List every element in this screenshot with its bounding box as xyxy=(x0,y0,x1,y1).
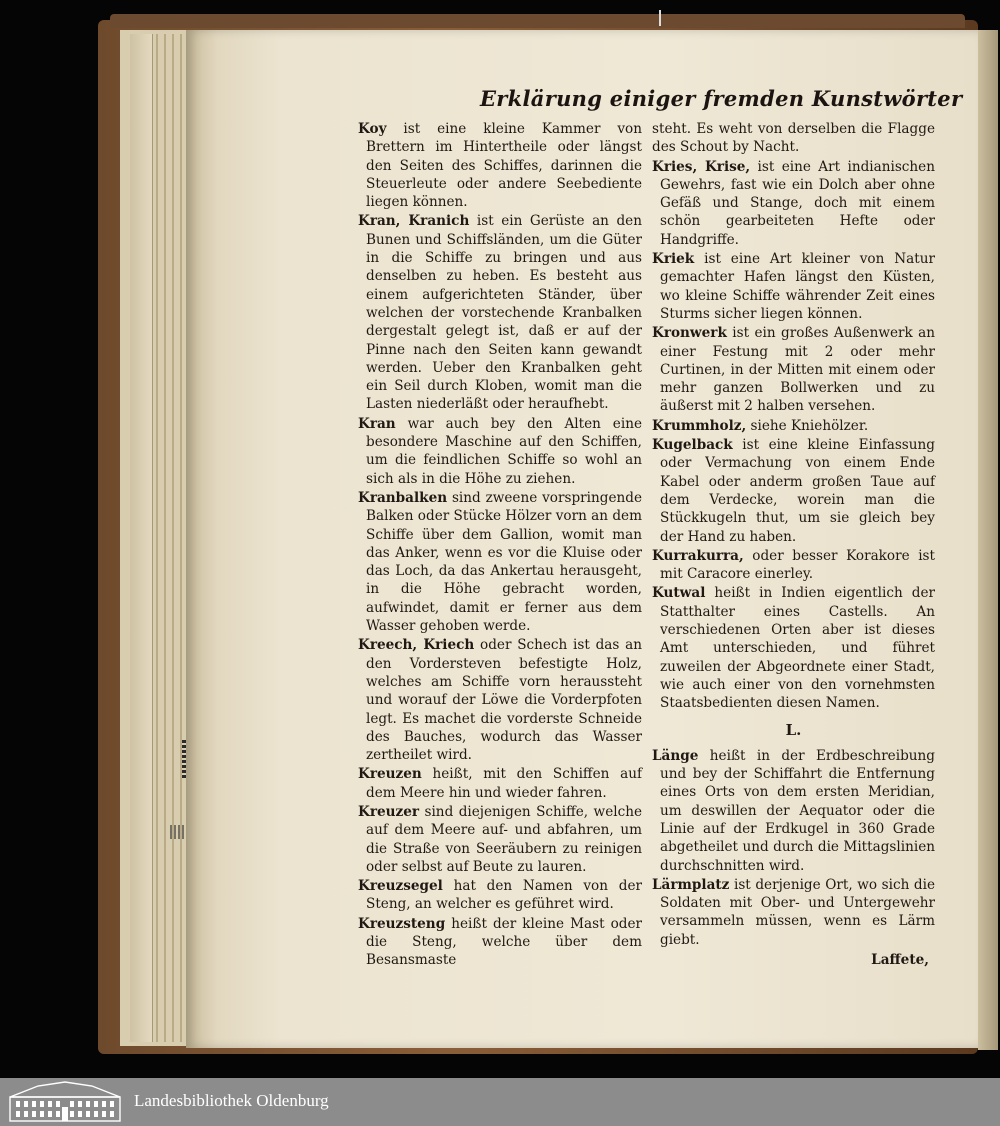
scan-marker xyxy=(659,10,661,26)
entry-headword: Lärmplatz xyxy=(652,876,730,893)
right-entries-after xyxy=(652,747,935,949)
entry-headword: Kran xyxy=(358,415,396,432)
entry-headword: Kreuzsegel xyxy=(358,878,443,895)
entry-text: ist eine Art indianischen Gewehrs, fast wie ein Dolch aber ohne Gefäß und Stange, doch mit einem schön gearbeiteten Hefte oder Handgriffe. xyxy=(660,158,935,248)
entry-headword: Kriek xyxy=(652,251,695,268)
catchword: Laffete, xyxy=(871,952,929,969)
dictionary-entry xyxy=(358,803,642,876)
entry-text: heißt, mit den Schiffen auf dem Meere hin und wieder fahren. xyxy=(366,766,642,801)
dictionary-entry xyxy=(652,436,935,546)
section-letter: L. xyxy=(785,720,802,739)
page-edge-line xyxy=(180,34,182,1042)
entry-text: sind diejenigen Schiffe, welche auf dem Meere auf- und abfahren, um die Straße von Seeräubern zu reinigen oder selbst auf Beute zu lauren. xyxy=(366,803,642,875)
entry-text: heißt in Indien eigentlich der Statthalter eines Castells. An verschiedenen Orten aber ist dieses Amt unterschieden, und führet zuweilen der Abgeordnete einer Stadt, wie auch einer von den vornehmsten Staatsbedienten diesen Namen. xyxy=(660,585,935,712)
dictionary-entry xyxy=(652,584,935,712)
entry-headword: Kugelback xyxy=(652,437,733,454)
entry-text: heißt der kleine Mast oder die Steng, welche über dem Besansmaste xyxy=(366,915,642,969)
entry-headword: Kranbalken xyxy=(358,489,448,506)
dictionary-entry xyxy=(358,489,642,635)
dictionary-entry xyxy=(358,765,642,802)
dictionary-entry xyxy=(358,636,642,764)
entry-headword: Kreuzer xyxy=(358,803,420,820)
entry-headword: Länge xyxy=(652,747,699,764)
dictionary-entry xyxy=(358,915,642,970)
entry-headword: Kreuzen xyxy=(358,766,422,783)
entry-text: ist eine kleine Einfassung oder Vermachung von einem Ende Kabel oder anderm großen Taue auf dem Verdecke, worein man die Stückkugeln thut, um sie gleich bey der Hand zu haben. xyxy=(660,437,935,545)
page-edges xyxy=(130,34,153,1042)
entry-text: ist eine kleine Kammer von Brettern im Hintertheile oder längst den Seiten des Schiffes, darinnen die Steuerleute oder andere Seebediente liegen können. xyxy=(366,121,642,211)
page-edge-line xyxy=(156,34,158,1042)
dictionary-entry xyxy=(652,547,935,584)
dictionary-entry xyxy=(358,212,642,413)
entry-text: heißt in der Erdbeschreibung und bey der Schiffahrt die Entfernung eines Orts von dem ersten Meridian, um deswillen der Aequator oder die Linie auf der Erdkugel in 360 Grade abgetheilet und durch die Mittagslinien durchschnitten wird. xyxy=(660,747,935,874)
entry-text: oder Schech ist das an den Vordersteven befestigte Holz, welches am Schiffe vorn heraussteht und worauf der Löwe die Vorderpfoten legt. Es machet die vorderste Schneide des Bauches, wodurch das Wasser zertheilet wird. xyxy=(366,637,642,764)
dictionary-entry xyxy=(652,747,935,875)
entry-text: ist ein Gerüste an den Bunen und Schiffsländen, um die Güter in die Schiffe zu bringen und aus denselben zu heben. Es besteht aus einem aufgerichteten Ständer, über welchen der vorstechende Kranbalken dergestalt gelegt ist, daß er auf der Pinne nach den Seiten kann gewandt werden. Ueber den Kranbalken geht ein Seil durch Kloben, womit man die Lasten niederläßt oder heraufhebt. xyxy=(366,213,642,413)
right-column xyxy=(652,120,935,969)
entry-text: oder besser Korakore ist mit Caracore einerley. xyxy=(660,547,935,583)
entry-headword: Kurrakurra, xyxy=(652,547,744,564)
entry-text: ist eine Art kleiner von Natur gemachter Hafen längst den Küsten, wo kleine Schiffe währender Zeit eines Sturms sicher liegen können. xyxy=(660,251,935,322)
entry-headword: Kran, Kranich xyxy=(358,213,470,230)
entry-text: war auch bey den Alten eine besondere Maschine auf den Schiffen, um die feindlichen Schiffe so wohl an sich als in die Höhe zu ziehen. xyxy=(366,415,642,487)
book-cover-top xyxy=(110,14,965,28)
dictionary-entry xyxy=(358,415,642,488)
dictionary-entry xyxy=(652,158,935,249)
right-page-edge xyxy=(978,30,998,1050)
page-edge-line xyxy=(172,34,174,1042)
footer-bar xyxy=(0,1078,1000,1126)
dictionary-entry xyxy=(358,120,642,211)
entry-text: siehe Kniehölzer. xyxy=(750,417,869,434)
entry-text: ist ein großes Außenwerk an einer Festung mit 2 oder mehr Curtinen, in der Mitten mit einem oder mehr ganzen Bollwerken und zu äußerst mit 2 halben versehen. xyxy=(660,325,935,415)
entry-headword: Kries, Krise, xyxy=(652,158,751,175)
right-entries xyxy=(652,158,935,713)
entry-headword: Kreech, Kriech xyxy=(358,637,475,654)
dictionary-entry xyxy=(652,876,935,949)
entry-text: sind zweene vorspringende Balken oder Stücke Hölzer vorn an dem Schiffe über dem Gallion, womit man das Anker, wenn es vor die Kluise oder das Loch, da das Ankertau herausgeht, in die Höhe gebracht worden, aufwindet, damit er ferner aus dem Wasser gehoben werde. xyxy=(366,489,642,635)
entry-headword: Koy xyxy=(358,121,387,137)
entry-headword: Kreuzsteng xyxy=(358,915,446,932)
dictionary-entry xyxy=(358,877,642,914)
entry-headword: Krummholz, xyxy=(652,417,747,434)
continuation-text: steht. Es weht von derselben die Flagge des Schout by Nacht. xyxy=(652,121,935,156)
dictionary-entry xyxy=(652,417,935,435)
entry-text: ist derjenige Ort, wo sich die Soldaten mit Ober- und Untergewehr versammeln müssen, wenn es Lärm giebt. xyxy=(660,876,935,948)
entry-headword: Kutwal xyxy=(652,585,706,602)
library-building-icon xyxy=(8,1081,122,1123)
page-edge-line xyxy=(164,34,166,1042)
entry-text: hat den Namen von der Steng, an welcher es geführet wird. xyxy=(366,878,642,913)
left-column xyxy=(358,120,642,971)
dictionary-entry xyxy=(652,324,935,415)
dictionary-entry xyxy=(652,250,935,323)
entry-headword: Kronwerk xyxy=(652,325,727,342)
footer-label: Landesbibliothek Oldenburg xyxy=(134,1091,329,1110)
page-header: Erklärung einiger fremden Kunstwörter xyxy=(480,86,963,111)
